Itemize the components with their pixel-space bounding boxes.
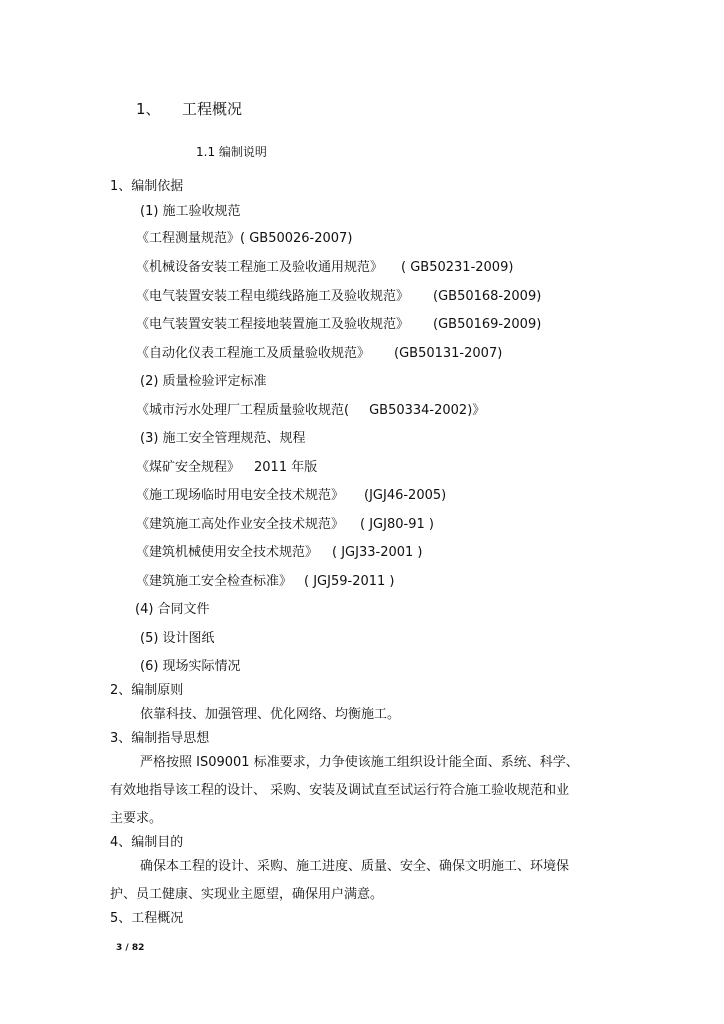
standard-5-code: (GB50131-2007) — [394, 346, 503, 361]
standard-9-code: ( JGJ80-91 ) — [360, 517, 434, 532]
standard-4-code: (GB50169-2009) — [433, 317, 542, 332]
item-4-line-2: 护、员工健康、实现业主愿望，确保用户满意。 — [110, 887, 384, 902]
standard-1: 《工程测量规范》( GB50026-2007) — [136, 231, 353, 246]
standard-5 — [136, 346, 502, 362]
item-2-text: 依靠科技、加强管理、优化网络、均衡施工。 — [140, 707, 401, 722]
standard-7-name: 《煤矿安全规程》 — [136, 460, 241, 475]
section-number: 1、 — [136, 100, 161, 118]
page-number: 3 / 82 — [116, 943, 145, 953]
standard-11-name: 《建筑施工安全检查标准》 — [136, 574, 293, 589]
item-2-heading: 2、编制原则 — [110, 683, 184, 698]
standard-6 — [136, 403, 485, 419]
standard-9-name: 《建筑施工高处作业安全技术规范》 — [136, 517, 345, 532]
item-4-heading: 4、编制目的 — [110, 835, 184, 850]
standard-8-code: (JGJ46-2005) — [364, 488, 447, 503]
standard-2 — [136, 260, 513, 276]
item-3-heading: 3、编制指导思想 — [110, 731, 210, 746]
item-3-line-3: 主要求。 — [110, 811, 163, 826]
item-1-5: (5) 设计图纸 — [140, 631, 215, 646]
standard-2-name: 《机械设备安装工程施工及验收通用规范》 — [136, 260, 384, 275]
section-heading — [136, 100, 242, 118]
standard-4 — [136, 317, 541, 333]
standard-3-code: (GB50168-2009) — [433, 289, 542, 304]
item-5-heading: 5、工程概况 — [110, 911, 184, 926]
section-title: 工程概况 — [182, 100, 243, 118]
standard-2-code: ( GB50231-2009) — [401, 260, 514, 275]
standard-3 — [136, 289, 541, 305]
standard-9 — [136, 517, 434, 533]
standard-10-code: ( JGJ33-2001 ) — [332, 545, 423, 560]
item-3-line-1: 严格按照 IS09001 标准要求，力争使该施工组织设计能全面、系统、科学、 — [140, 755, 579, 770]
standard-11-code: ( JGJ59-2011 ) — [304, 574, 395, 589]
standard-7 — [136, 460, 317, 476]
standard-6-name: 《城市污水处理厂工程质量验收规范( — [136, 403, 350, 418]
standard-7-code: 2011 年版 — [254, 460, 318, 475]
standard-6-code: GB50334-2002)》 — [369, 403, 486, 418]
item-1-heading: 1、编制依据 — [110, 179, 184, 194]
item-1-1: (1) 施工验收规范 — [140, 204, 241, 219]
sub-heading: 1.1 编制说明 — [196, 145, 267, 159]
item-3-line-2: 有效地指导该工程的设计、 采购、安装及调试直至试运行符合施工验收规范和业 — [110, 783, 570, 798]
standard-4-name: 《电气装置安装工程接地装置施工及验收规范》 — [136, 317, 410, 332]
item-1-3: (3) 施工安全管理规范、规程 — [140, 431, 306, 446]
item-1-2: (2) 质量检验评定标准 — [140, 374, 267, 389]
standard-8-name: 《施工现场临时用电安全技术规范》 — [136, 488, 345, 503]
standard-10-name: 《建筑机械使用安全技术规范》 — [136, 545, 319, 560]
item-1-6: (6) 现场实际情况 — [140, 659, 241, 674]
standard-10 — [136, 545, 422, 561]
standard-5-name: 《自动化仪表工程施工及质量验收规范》 — [136, 346, 371, 361]
item-4-line-1: 确保本工程的设计、采购、施工进度、质量、安全、确保文明施工、环境保 — [140, 859, 570, 874]
standard-3-name: 《电气装置安装工程电缆线路施工及验收规范》 — [136, 289, 410, 304]
standard-8 — [136, 488, 446, 504]
item-1-4: (4) 合同文件 — [135, 602, 210, 617]
standard-11 — [136, 574, 394, 590]
